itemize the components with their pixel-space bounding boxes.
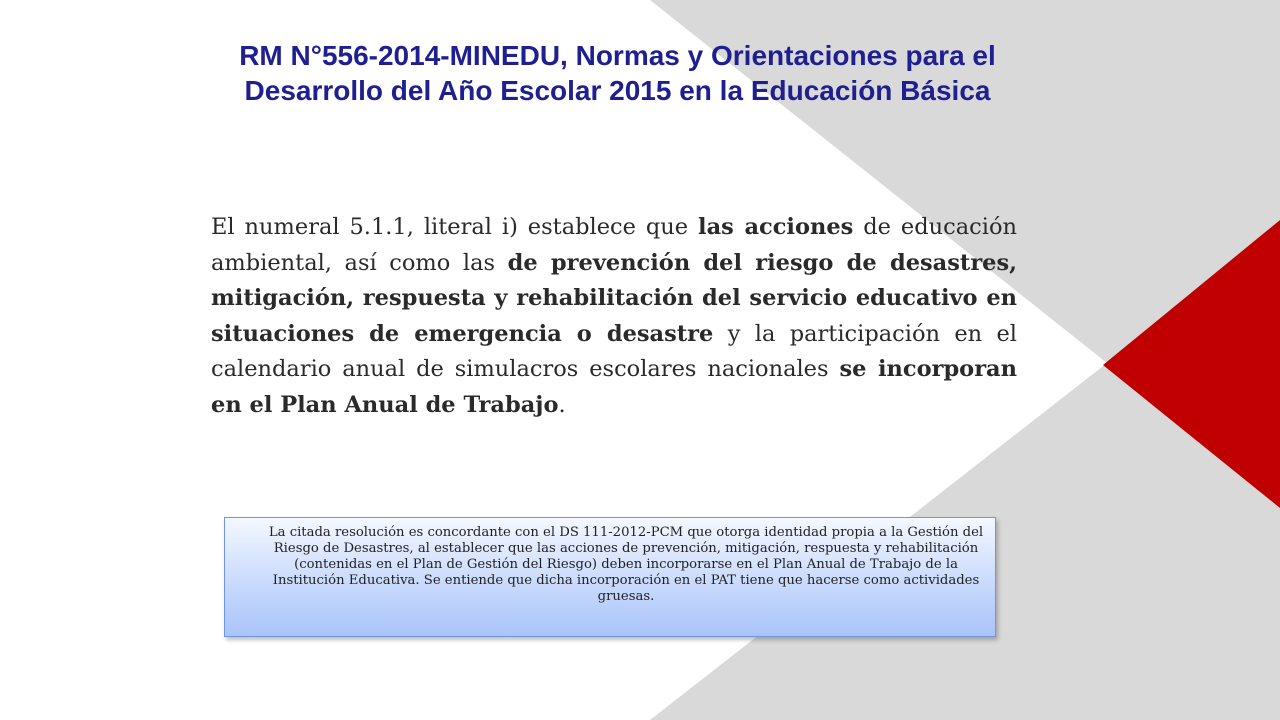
body-text-3: y la participación en el calendario anual de simulacros escolares nacionales	[211, 320, 1017, 382]
body-paragraph	[211, 210, 1017, 423]
body-text-2: de educación ambiental, así como las	[211, 214, 1017, 276]
body-text-1: El numeral 5.1.1, literal i) establece que	[211, 214, 699, 240]
body-text-4: .	[558, 391, 566, 418]
body-bold-2: de prevención del riesgo de desastres, mitigación, respuesta y rehabilitación del servicio educativo en situaciones de emergencia o desastre	[211, 249, 1017, 347]
slide-title: RM N°556-2014-MINEDU, Normas y Orientaciones para el Desarrollo del Año Escolar 2015 en la Educación Básica	[239, 40, 996, 106]
body-bold-1: las acciones	[698, 214, 854, 240]
body-bold-3: se incorporan en el Plan Anual de Trabajo	[211, 356, 1017, 418]
note-box	[224, 517, 996, 637]
note-text: La citada resolución es concordante con el DS 111-2012-PCM que otorga identidad propia a la Gestión del Riesgo de Desastres, al establecer que las acciones de prevención, mitigación, respuesta y rehabilitación (contenidas en el Plan de Gestión del Riesgo) deben incorporarse en el Plan Anual de Trabajo de la Institución Educativa. Se entiende que dicha incorporación en el PAT tiene que hacerse como actividades gruesas.	[268, 525, 984, 604]
